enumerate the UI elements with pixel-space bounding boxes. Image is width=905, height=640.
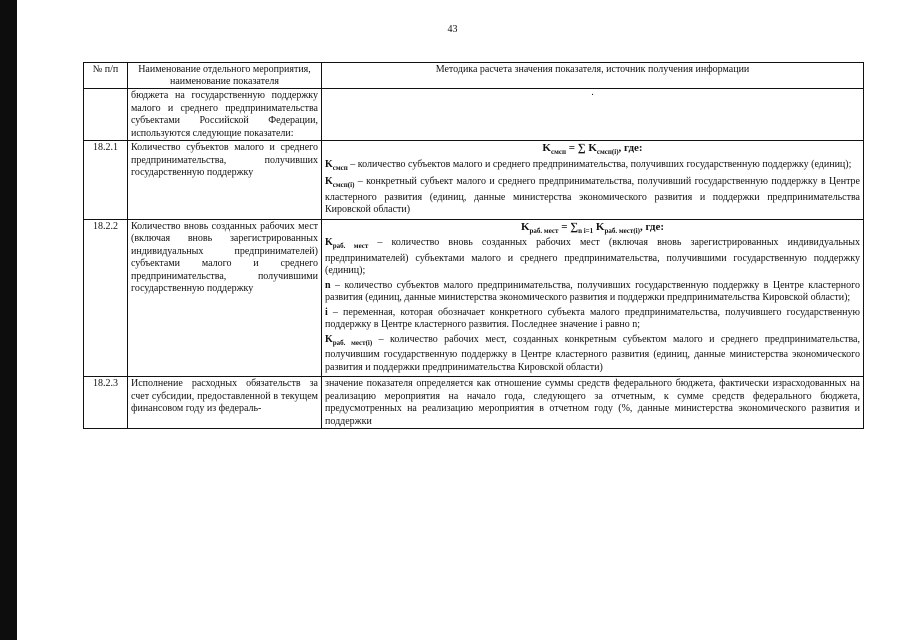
page-number: 43	[447, 24, 458, 35]
continuation-mark: ·	[322, 89, 864, 141]
header-num: № п/п	[84, 63, 128, 89]
header-name: Наименование отдельного мероприятия, наименование показателя	[128, 63, 322, 89]
definition: i – переменная, которая обозначает конкретного субъекта малого предпринимательства, получившего государственную поддержку в Центре кластерного развития. Последнее значение i равно n;	[325, 306, 860, 331]
row-method	[322, 219, 864, 377]
row-num: 18.2.3	[84, 377, 128, 429]
continuation-name: бюджета на государственную поддержку малого и среднего предпринимательства субъектами Российской Федерации, используются следующие показатели:	[128, 89, 322, 141]
definition: $K_{раб. мест}$ – количество вновь созданных рабочих мест (включая вновь зарегистрированных индивидуальных предпринимателей) субъектами малого и среднего предпринимательства, получившими государственную поддержку (единиц);	[325, 237, 861, 277]
definition: $K_{смсп(i)}$ – конкретный субъект малого и среднего предпринимательства, получивший государственную поддержку в Центре кластерного развития (единиц, данные министерства экономического развития и поддержки предпринимательства Кировской области)	[325, 176, 860, 216]
row-method	[322, 141, 864, 220]
continuation-row	[84, 89, 864, 141]
row-name: Исполнение расходных обязательств за счет субсидии, предоставленной в текущем финансовом году из федераль-	[128, 377, 322, 429]
table-row	[84, 377, 864, 429]
continuation-num	[84, 89, 128, 141]
definition: n – количество субъектов малого предпринимательства, получивших государственную поддержку в Центре кластерного развития (единиц, данные министерства экономического развития и поддержки предпринимательства Кировской области);	[325, 279, 860, 304]
formula: $K_{смсп}$ = ∑ $K_{смсп(i)}$, где:	[542, 142, 643, 157]
row-num: 18.2.1	[84, 141, 128, 220]
header-method: Методика расчета значения показателя, источник получения информации	[322, 63, 864, 89]
row-method: значение показателя определяется как отношение суммы средств федерального бюджета, фактически израсходованных на реализацию мероприятия на начало года, следующего за отчетным, к сумме средств федерального бюджета, предусмотренных на реализацию мероприятия в отчетном году (%, данные министерства экономического развития и поддержки	[322, 377, 864, 429]
table-row	[84, 219, 864, 377]
table-header-row	[84, 63, 864, 89]
table-row	[84, 141, 864, 220]
definition: $K_{смсп}$ – количество субъектов малого и среднего предпринимательства, получивших государственную поддержку (единиц);	[325, 158, 852, 172]
row-name: Количество субъектов малого и среднего предпринимательства, получивших государственную поддержку	[128, 141, 322, 220]
row-num: 18.2.2	[84, 219, 128, 377]
row-name: Количество вновь созданных рабочих мест (включая вновь зарегистрированных индивидуальных предпринимателей) субъектами малого и среднего предпринимательства, получившими государственную поддержку	[128, 219, 322, 377]
formula: $K_{раб. мест} = \sum_{n i=1}$ $K_{раб. мест(i)}$, где:	[520, 220, 665, 235]
scan-edge-bar	[0, 0, 17, 640]
definition: $K_{раб. мест(i)}$ – количество рабочих мест, созданных конкретным субъектом малого и среднего предпринимательства, получившим государственную поддержку в Центре кластерного развития (единиц, данные министерства экономического развития и поддержки предпринимательства Кировской области)	[325, 333, 860, 373]
indicator-table	[83, 62, 864, 429]
